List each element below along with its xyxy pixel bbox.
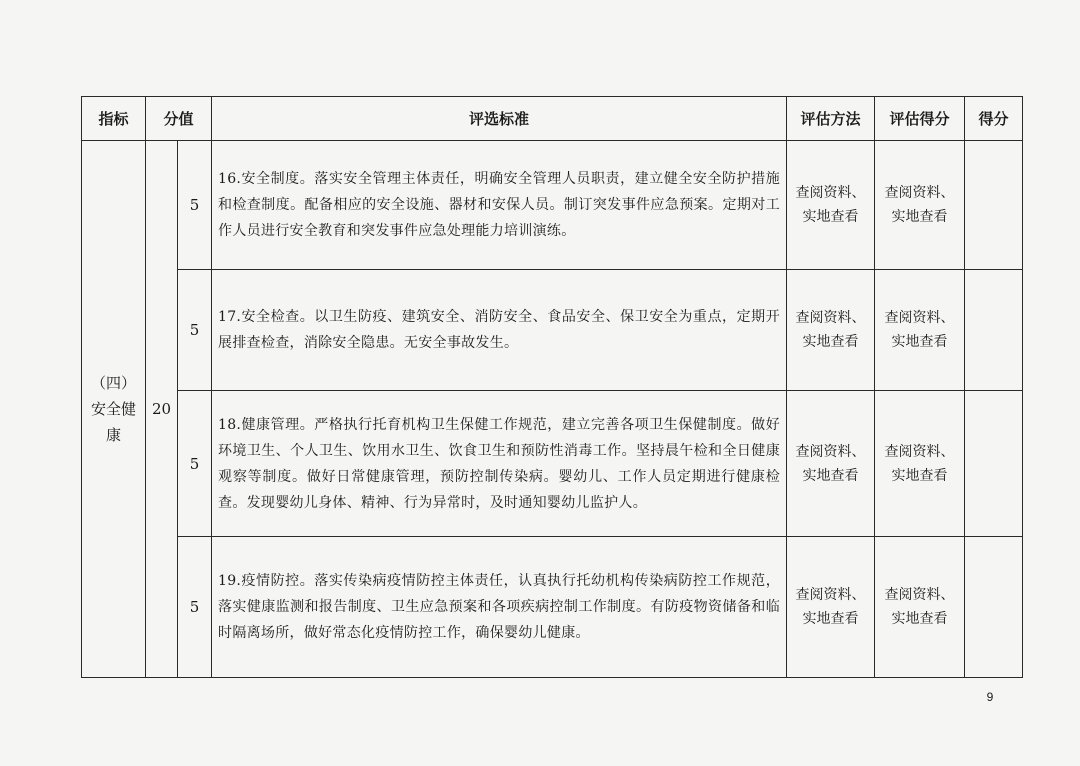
header-method: 评估方法 xyxy=(787,97,875,141)
eval-line2: 实地查看 xyxy=(891,611,948,627)
indicator-label-line1: （四） xyxy=(90,374,136,392)
row-score: 5 xyxy=(178,537,212,678)
method-line1: 查阅资料、 xyxy=(795,443,866,460)
row-criteria: 19.疫情防控。落实传染病疫情防控主体责任，认真执行托幼机构传染病防控工作规范，落实健康监测和报告制度、卫生应急预案和各项疾病控制工作制度。有防疫物资储备和临时隔离场所，做好常态化疫情防控工作，确保婴幼儿健康。 xyxy=(212,537,787,678)
row-criteria: 16.安全制度。落实安全管理主体责任，明确安全管理人员职责，建立健全安全防护措施和检查制度。配备相应的安全设施、器材和安保人员。制订突发事件应急预案。定期对工作人员进行安全教育和突发事件应急处理能力培训演练。 xyxy=(212,141,787,270)
table-header-row xyxy=(82,97,1023,141)
row-criteria: 18.健康管理。严格执行托育机构卫生保健工作规范，建立完善各项卫生保健制度。做好环境卫生、个人卫生、饮用水卫生、饮食卫生和预防性消毒工作。坚持晨午检和全日健康观察等制度。做好日常健康管理，预防控制传染病。婴幼儿、工作人员定期进行健康检查。发现婴幼儿身体、精神、行为异常时，及时通知婴幼儿监护人。 xyxy=(212,391,787,537)
group-total-score: 20 xyxy=(146,141,178,678)
eval-line1: 查阅资料、 xyxy=(884,587,955,603)
method-line1: 查阅资料、 xyxy=(795,185,866,201)
eval-line1: 查阅资料、 xyxy=(884,185,955,201)
method-line2: 实地查看 xyxy=(802,334,859,350)
row-score: 5 xyxy=(178,270,212,391)
row-eval-score xyxy=(875,391,965,537)
row-method xyxy=(787,391,875,537)
table-row xyxy=(82,391,1023,537)
indicator-label-line2: 安全健 xyxy=(90,400,136,418)
row-method xyxy=(787,537,875,678)
page-number: 9 xyxy=(986,690,994,704)
eval-line2: 实地查看 xyxy=(891,334,948,350)
table-row xyxy=(82,141,1023,270)
header-criteria: 评选标准 xyxy=(212,97,787,141)
row-eval-score xyxy=(875,270,965,391)
method-line2: 实地查看 xyxy=(802,611,859,627)
indicator-group-cell xyxy=(82,141,146,678)
row-score-blank[interactable] xyxy=(965,537,1023,678)
evaluation-table xyxy=(81,96,1023,678)
method-line2: 实地查看 xyxy=(802,209,859,225)
table-row xyxy=(82,270,1023,391)
row-criteria: 17.安全检查。以卫生防疫、建筑安全、消防安全、食品安全、保卫安全为重点，定期开展排查检查，消除安全隐患。无安全事故发生。 xyxy=(212,270,787,391)
header-score: 得分 xyxy=(965,97,1023,141)
table-row xyxy=(82,537,1023,678)
row-score: 5 xyxy=(178,391,212,537)
header-eval-score: 评估得分 xyxy=(875,97,965,141)
row-score-blank[interactable] xyxy=(965,141,1023,270)
method-line2: 实地查看 xyxy=(802,467,859,484)
header-indicator: 指标 xyxy=(82,97,146,141)
row-method xyxy=(787,141,875,270)
indicator-label-line3: 康 xyxy=(105,426,121,444)
eval-line1: 查阅资料、 xyxy=(884,443,955,460)
header-score-value: 分值 xyxy=(146,97,212,141)
method-line1: 查阅资料、 xyxy=(795,310,866,326)
eval-line2: 实地查看 xyxy=(891,209,948,225)
row-score: 5 xyxy=(178,141,212,270)
row-score-blank[interactable] xyxy=(965,270,1023,391)
eval-line1: 查阅资料、 xyxy=(884,310,955,326)
row-eval-score xyxy=(875,537,965,678)
row-eval-score xyxy=(875,141,965,270)
row-method xyxy=(787,270,875,391)
row-score-blank[interactable] xyxy=(965,391,1023,537)
eval-line2: 实地查看 xyxy=(891,467,948,484)
method-line1: 查阅资料、 xyxy=(795,587,866,603)
